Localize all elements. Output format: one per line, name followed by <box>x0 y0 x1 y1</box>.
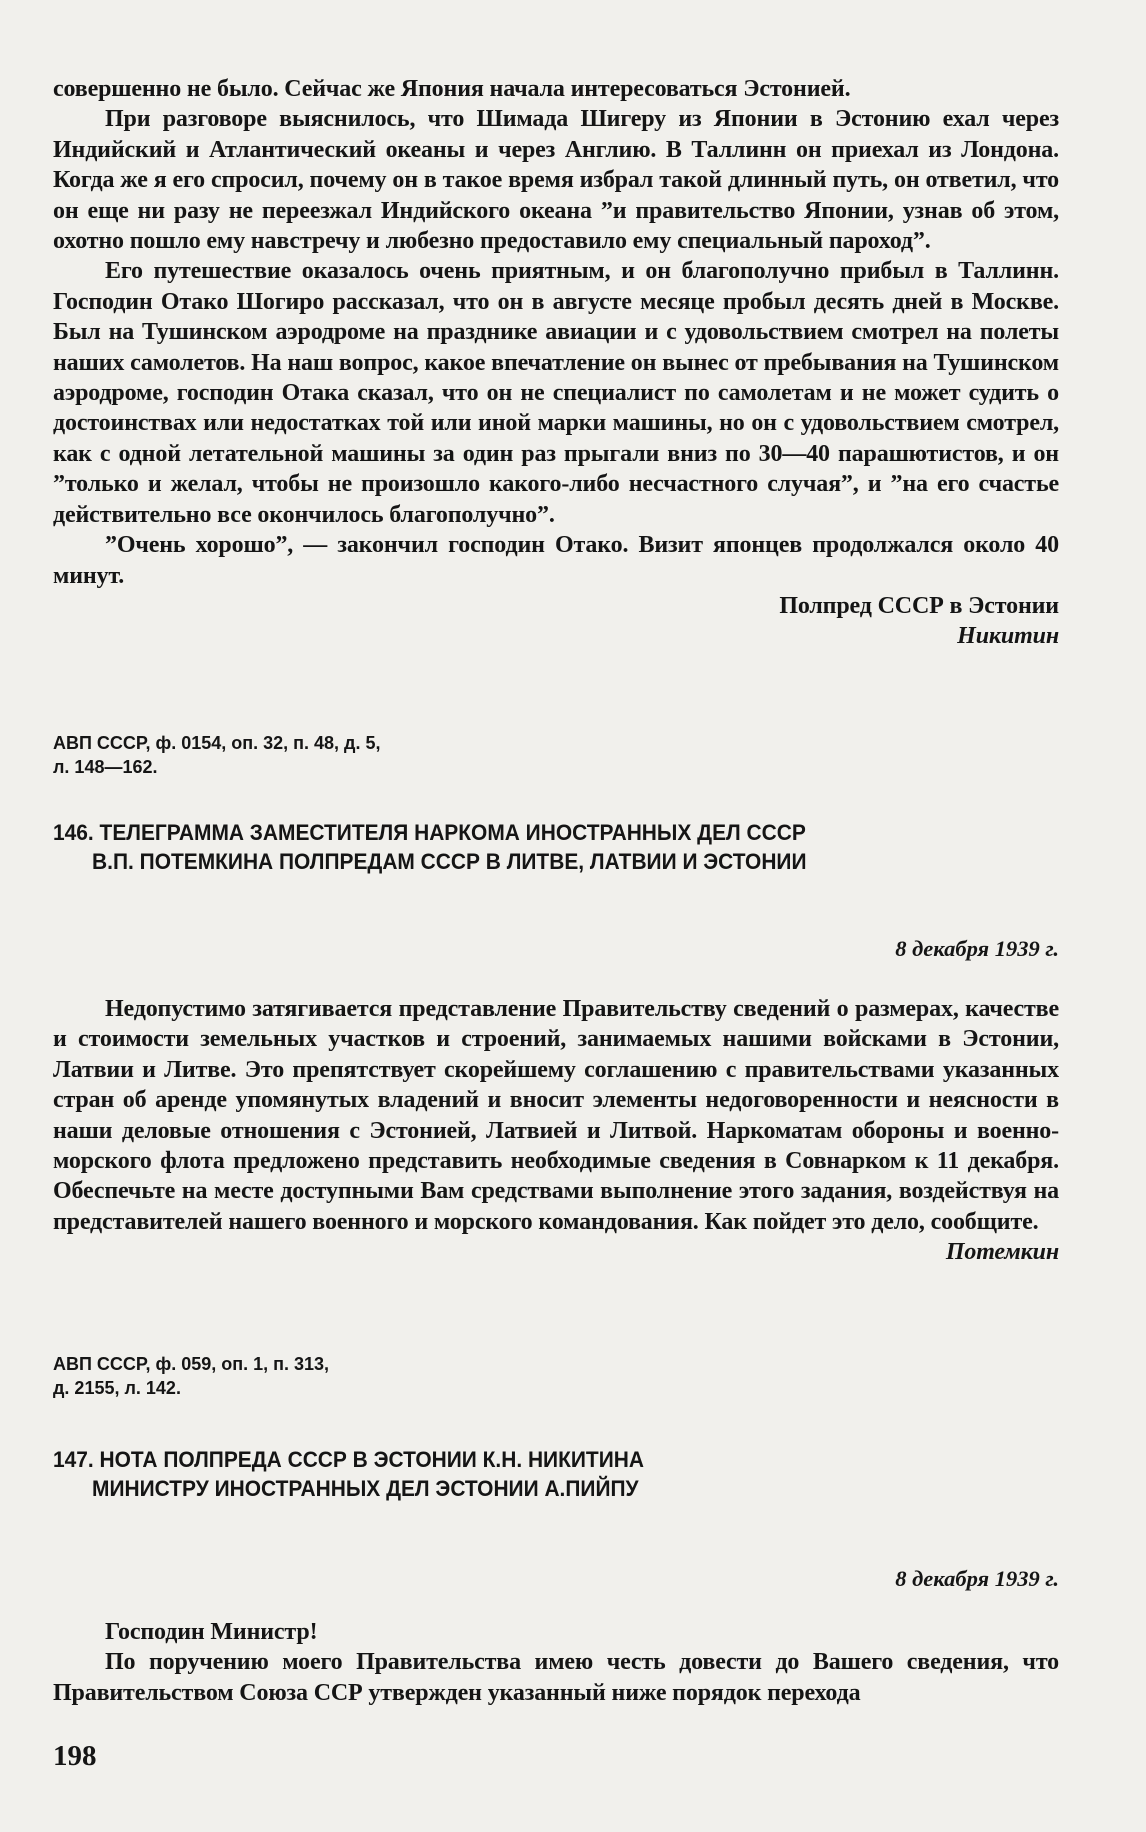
paragraph: Недопустимо затягивается представление Правительству сведений о размерах, качестве и стоимости земельных участков и строений, занимаемых нашими войсками в Эстонии, Латвии и Литве. Это препятствует скорейшему соглашению с правительствами указанных стран об аренде упомянутых владений и вносит элементы недоговоренности и неясности в наши деловые отношения с Эстонией, Латвией и Литвой. Наркоматам обороны и военно-морского флота предложено представить необходимые сведения в Совнарком к 11 декабря. Обеспечьте на месте доступными Вам средствами выполнение этого задания, воздействуя на представителей нашего военного и морского командования. Как пойдет это дело, сообщите. <box>53 996 1059 1235</box>
paragraph: По поручению моего Правительства имею честь довести до Вашего сведения, что Правительством Союза ССР утвержден указанный ниже порядок перехода <box>53 1649 1059 1706</box>
document-heading <box>53 818 989 876</box>
paragraph: При разговоре выяснилось, что Шимада Шигеру из Японии в Эстонию ехал через Индийский и Атлантический океаны и через Англию. В Таллинн он приехал из Лондона. Когда же я его спросил, почему он в такое время избрал такой длинный путь, он ответил, что он еще ни разу не переезжал Индийского океана ”и правительство Японии, узнав об этом, охотно пошло ему навстречу и любезно предоставило ему специальный пароход”. <box>53 106 1059 255</box>
paragraph: совершенно не было. Сейчас же Япония начала интересоваться Эстонией. <box>53 76 851 102</box>
document-147-date <box>53 1566 1059 1592</box>
heading-line: В.П. ПОТЕМКИНА ПОЛПРЕДАМ СССР В ЛИТВЕ, ЛАТВИИ И ЭСТОНИИ <box>92 849 807 874</box>
paragraph: Его путешествие оказалось очень приятным, и он благополучно прибыл в Таллинн. Господин Отако Шогиро рассказал, что он в августе месяце пробыл десять дней в Москве. Был на Тушинском аэродроме на празднике авиации и с удовольствием смотрел на полеты наших самолетов. На наш вопрос, какое впечатление он вынес от пребывания на Тушинском аэродроме, господин Отака сказал, что он не специалист по самолетам и не может судить о достоинствах или недостатках той или иной марки машины, но он с удовольствием смотрел, как с одной летательной машины за один раз прыгали вниз по 30—40 парашютистов, и он ”только и желал, чтобы не произошло какого-либо несчастного случая”, и ”на его счастье действительно все окончилось благополучно”. <box>53 258 1059 528</box>
heading-line: 147. НОТА ПОЛПРЕДА СССР В ЭСТОНИИ К.Н. НИКИТИНА <box>53 1447 644 1472</box>
heading-line: МИНИСТРУ ИНОСТРАННЫХ ДЕЛ ЭСТОНИИ А.ПИЙПУ <box>92 1476 639 1501</box>
document-146-date <box>53 936 1059 962</box>
document-146-body <box>53 994 1059 1268</box>
archive-reference-line: АВП СССР, ф. 0154, оп. 32, п. 48, д. 5, <box>53 733 381 753</box>
archive-reference-line: л. 148—162. <box>53 757 158 777</box>
signature-name: Никитин <box>957 623 1059 650</box>
document-heading <box>53 1445 989 1503</box>
document-147-heading <box>53 1445 1059 1503</box>
archive-reference-line: д. 2155, л. 142. <box>53 1378 181 1398</box>
archive-reference <box>53 1352 1059 1400</box>
page-number: 198 <box>53 1740 97 1772</box>
salutation: Господин Министр! <box>105 1619 318 1645</box>
signature-name: Потемкин <box>945 1239 1059 1266</box>
document-146-heading <box>53 818 1059 876</box>
archive-reference <box>53 731 1059 779</box>
signature-title: Полпред СССР в Эстонии <box>779 592 1059 619</box>
heading-line: 146. ТЕЛЕГРАММА ЗАМЕСТИТЕЛЯ НАРКОМА ИНОСТРАННЫХ ДЕЛ СССР <box>53 820 806 845</box>
previous-document-continuation <box>53 74 1059 652</box>
document-date: 8 декабря 1939 г. <box>895 1566 1059 1591</box>
document-date: 8 декабря 1939 г. <box>895 936 1059 961</box>
document-147-body <box>53 1617 1059 1708</box>
archive-reference-line: АВП СССР, ф. 059, оп. 1, п. 313, <box>53 1354 330 1374</box>
paragraph: ”Очень хорошо”, — закончил господин Отако. Визит японцев продолжался около 40 минут. <box>53 532 1059 589</box>
